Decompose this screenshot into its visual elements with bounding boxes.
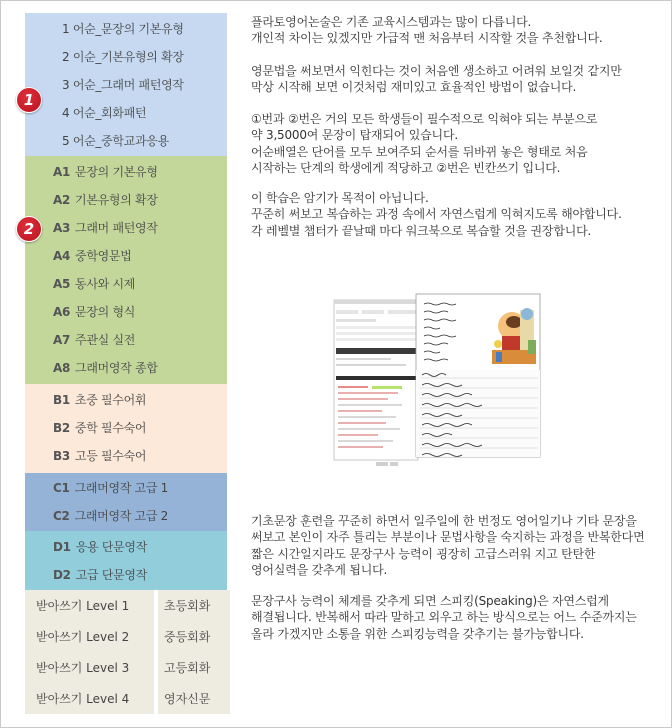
level-label: 받아쓰기 Level 2 — [36, 630, 130, 644]
level-category: 고등회화 — [156, 652, 230, 683]
text-line: 각 레벨별 챕터가 끝날때 마다 워크북으로 복습할 것을 권장합니다. — [251, 223, 592, 238]
menu-item-a8[interactable] — [25, 354, 227, 382]
menu-item-label: 중학영문법 — [75, 249, 132, 263]
menu-item-b1[interactable] — [25, 386, 227, 414]
steps-paragraph — [251, 111, 597, 177]
menu-item-code: A2 — [53, 193, 71, 207]
menu-item-b2[interactable] — [25, 414, 227, 442]
menu-item-c1[interactable] — [25, 474, 227, 502]
menu-item-label: 기본유형의 확장 — [75, 193, 158, 207]
printed-page — [334, 300, 418, 466]
text-line: 써보고 본인이 자주 틀리는 부분이나 문법사항을 숙지하는 과정을 반복한다면 — [251, 530, 645, 545]
menu-item-order-2[interactable] — [25, 43, 227, 71]
text-line: 약 3,5000여 문장이 탑재되어 있습니다. — [251, 128, 458, 143]
menu-item-code: B3 — [53, 449, 70, 463]
menu-group-b — [25, 384, 227, 473]
dictation-level-table — [25, 590, 230, 714]
menu-item-order-4[interactable] — [25, 99, 227, 127]
text-line: 해결됩니다. 반복해서 따라 말하고 외우고 하는 방식으로는 어느 수준까지는 — [251, 610, 637, 625]
menu-item-a3[interactable] — [25, 214, 227, 242]
review-paragraph — [251, 190, 622, 239]
level-row[interactable] — [25, 652, 230, 683]
intro-paragraph — [251, 14, 603, 47]
text-line: ①번과 ②번은 거의 모든 학생들이 필수적으로 익혀야 되는 부분으로 — [251, 112, 598, 126]
menu-item-code: A8 — [53, 361, 71, 375]
level-label: 받아쓰기 Level 4 — [36, 692, 130, 706]
menu-item-a4[interactable] — [25, 242, 227, 270]
text-line: 기초문장 훈련을 꾸준히 하면서 일주일에 한 번정도 영어일기나 기타 문장을 — [251, 514, 637, 528]
grammar-paragraph — [251, 63, 622, 96]
menu-item-a2[interactable] — [25, 186, 227, 214]
menu-item-label: 주관실 실전 — [75, 333, 136, 347]
menu-item-label: 동사와 시제 — [75, 277, 136, 291]
handwritten-workbook — [416, 294, 540, 457]
menu-item-label: 3 어순_그래머 패턴영작 — [62, 78, 184, 92]
menu-item-a6[interactable] — [25, 298, 227, 326]
menu-item-label: 그래머영작 고급 2 — [74, 509, 168, 523]
text-line: 짧은 시간일지라도 문장구사 능력이 굉장히 고급스러워 지고 탄탄한 — [251, 546, 596, 561]
menu-item-code: A7 — [53, 333, 71, 347]
menu-item-label: 고급 단문영작 — [75, 568, 147, 582]
menu-item-code: A5 — [53, 277, 71, 291]
menu-item-code: D2 — [53, 568, 71, 582]
menu-item-code: C2 — [53, 509, 70, 523]
menu-item-label: 응용 단문영작 — [75, 540, 147, 554]
level-category: 초등회화 — [156, 590, 230, 621]
text-line: 플라토영어논술은 기존 교육시스템과는 많이 다릅니다. — [251, 15, 532, 29]
menu-item-order-1[interactable] — [25, 15, 227, 43]
speaking-paragraph — [251, 593, 637, 642]
menu-item-a7[interactable] — [25, 326, 227, 354]
menu-item-label: 중학 필수숙어 — [74, 421, 147, 435]
text-line: 문장구사 능력이 체계를 갖추게 되면 스피킹(Speaking)은 자연스럽게 — [251, 594, 609, 608]
menu-item-order-5[interactable] — [25, 127, 227, 155]
menu-item-label: 5 어순_중학교과응용 — [62, 134, 169, 148]
menu-item-label: 고등 필수숙어 — [74, 449, 147, 463]
text-line: 이 학습은 암기가 목적이 아닙니다. — [251, 191, 429, 205]
menu-item-order-3[interactable] — [25, 71, 227, 99]
level-row[interactable] — [25, 621, 230, 652]
level-category: 영자신문 — [156, 683, 230, 714]
menu-item-label: 그래머영작 고급 1 — [74, 481, 168, 495]
menu-item-label: 1 어순_문장의 기본유형 — [62, 22, 184, 36]
menu-group-word-order — [25, 13, 227, 156]
menu-item-label: 초중 필수어휘 — [74, 393, 147, 407]
menu-item-label: 그래머 패턴영작 — [75, 221, 158, 235]
menu-item-label: 4 어순_회화패턴 — [62, 106, 147, 120]
menu-item-b3[interactable] — [25, 442, 227, 470]
menu-item-code: C1 — [53, 481, 70, 495]
menu-item-d2[interactable] — [25, 561, 227, 589]
workbook-illustration — [332, 292, 542, 469]
text-line: 꾸준히 써보고 복습하는 과정 속에서 자연스럽게 익혀지도록 해야합니다. — [251, 207, 622, 222]
step-2-badge: 2 — [16, 216, 42, 242]
menu-item-code: D1 — [53, 540, 71, 554]
menu-item-label: 문장의 기본유형 — [75, 165, 158, 179]
course-menu — [25, 13, 227, 591]
level-label: 받아쓰기 Level 1 — [36, 599, 130, 613]
menu-item-code: A6 — [53, 305, 71, 319]
menu-item-code: A4 — [53, 249, 71, 263]
text-line: 막상 시작해 보면 이것처럼 재미있고 효율적인 방법이 없습니다. — [251, 80, 577, 95]
menu-item-code: A1 — [53, 165, 71, 179]
menu-item-code: A3 — [53, 221, 71, 235]
text-line: 시작하는 단계의 학생에게 적당하고 ②번은 빈칸쓰기 입니다. — [251, 161, 561, 176]
menu-item-code: B1 — [53, 393, 70, 407]
menu-group-d — [25, 531, 227, 591]
text-line: 어순배열은 단어를 모두 보여주되 순서를 뒤바뀌 놓은 형태로 처음 — [251, 144, 588, 159]
menu-item-d1[interactable] — [25, 533, 227, 561]
level-row[interactable] — [25, 590, 230, 621]
text-line: 개인적 차이는 있겠지만 가급적 맨 처음부터 시작할 것을 추천합니다. — [251, 31, 603, 46]
level-category: 중등회화 — [156, 621, 230, 652]
menu-item-c2[interactable] — [25, 502, 227, 530]
menu-group-c — [25, 473, 227, 531]
menu-group-a — [25, 156, 227, 384]
text-line: 영문법을 써보면서 익힌다는 것이 처음엔 생소하고 어려워 보일것 같지만 — [251, 64, 622, 78]
writing-practice-paragraph — [251, 513, 644, 579]
level-label: 받아쓰기 Level 3 — [36, 661, 130, 675]
menu-item-label: 그래머영작 종합 — [75, 361, 158, 375]
menu-item-a5[interactable] — [25, 270, 227, 298]
menu-item-label: 문장의 형식 — [75, 305, 136, 319]
text-line: 영어실력을 갖추게 됩니다. — [251, 563, 388, 578]
menu-item-code: B2 — [53, 421, 70, 435]
menu-item-label: 2 이순_기본유형의 확장 — [62, 50, 184, 64]
level-row[interactable] — [25, 683, 230, 714]
text-line: 올라 가겠지만 소통을 위한 스피킹능력을 갖추기는 불가능합니다. — [251, 626, 584, 641]
menu-item-a1[interactable] — [25, 158, 227, 186]
step-1-badge: 1 — [16, 87, 42, 113]
